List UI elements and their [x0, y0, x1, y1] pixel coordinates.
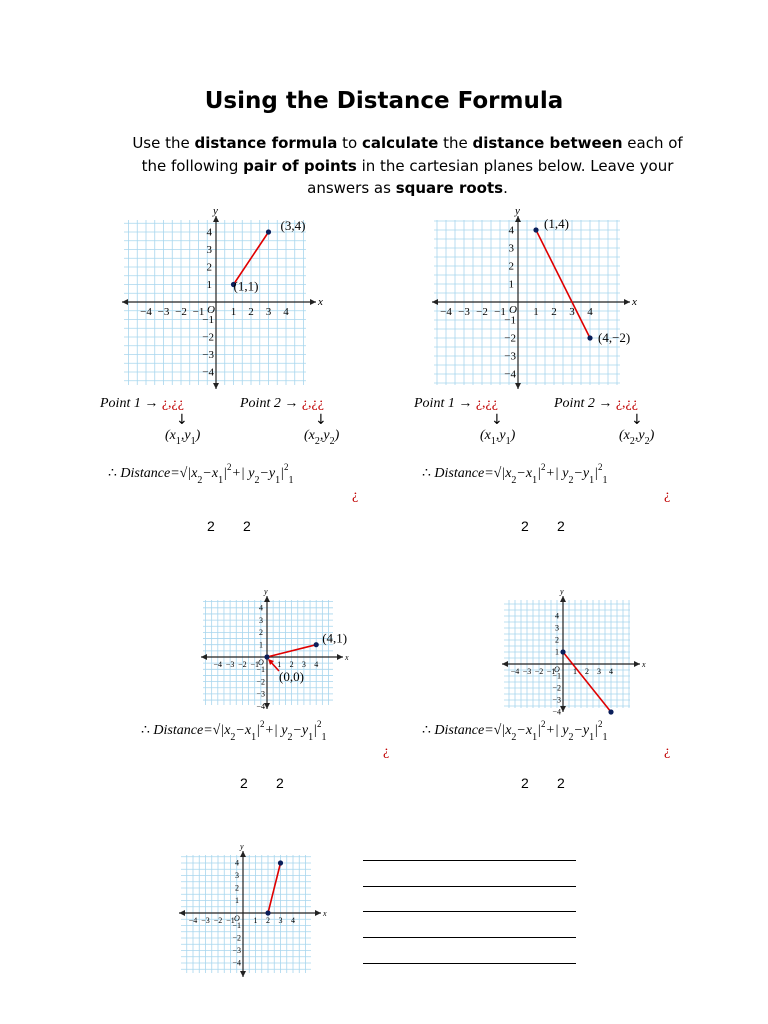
y-tick-label: −4	[504, 368, 516, 381]
x-axis-label: x	[345, 653, 349, 662]
x-tick-label: 4	[314, 660, 319, 669]
distance-formula: ∴ $Distance=√|x_2-x_1|^2+|$ $y_2-y_1|^2_1$	[422, 719, 608, 743]
pair-point1-a: $(x_1,y_1)$	[165, 428, 201, 447]
x-tick-label: −4	[140, 306, 152, 318]
y-tick-label: 4	[206, 226, 212, 239]
x-tick-label: 1	[253, 916, 258, 925]
point1-label-a: Point 1 → ¿,¿¿	[100, 396, 184, 411]
x-tick-label: 4	[291, 916, 295, 925]
x-tick-label: −2	[534, 667, 544, 676]
origin-label: O	[234, 914, 240, 923]
point-2	[587, 335, 592, 340]
down-arrow-icon: ↓	[315, 412, 327, 428]
down-arrow-icon: ↓	[491, 412, 503, 428]
placeholder-glyph: ¿	[664, 744, 671, 759]
y-tick-label: 4	[235, 858, 239, 868]
point-1	[264, 654, 269, 659]
y-tick-label: 4	[555, 611, 559, 621]
point-1	[533, 227, 538, 232]
y-tick-label: 4	[508, 224, 514, 237]
graph-5	[181, 842, 327, 975]
point-1-label: (1,1)	[233, 278, 259, 294]
x-tick-label: 2	[266, 916, 270, 925]
x-tick-label: 4	[587, 306, 593, 318]
graph-1	[124, 205, 324, 390]
y-tick-label: 2	[555, 635, 559, 645]
down-arrow-icon: ↓	[176, 412, 188, 428]
point-1-label: (1,4)	[544, 216, 569, 231]
placeholder-glyph: ¿	[664, 488, 671, 503]
y-tick-label: 3	[555, 623, 559, 633]
y-tick-label: −1	[202, 314, 214, 327]
y-tick-label: −4	[232, 958, 241, 968]
x-arrow-icon	[179, 910, 185, 916]
x-tick-label: −2	[476, 306, 488, 318]
exponent-text: 2	[243, 518, 251, 534]
x-arrow-icon	[432, 299, 438, 305]
x-arrow-icon	[310, 299, 316, 305]
x-tick-label: 3	[265, 306, 272, 318]
point-2	[266, 229, 271, 234]
x-tick-label: −3	[458, 306, 470, 318]
origin-label: O	[258, 658, 264, 667]
y-tick-label: −2	[256, 677, 265, 687]
answer-line[interactable]	[363, 937, 576, 938]
pair-point2-b: $(x_2,y_2)$	[619, 428, 655, 447]
answer-line[interactable]	[363, 911, 576, 912]
x-tick-label: −3	[522, 667, 532, 676]
x-tick-label: 1	[533, 306, 539, 318]
instructions: Use the distance formula to calculate the distance between each of the following pair of points in the cartesian planes below. Leave your answers as square roots.	[132, 134, 683, 197]
x-tick-label: −3	[157, 306, 170, 318]
y-axis-label: y	[240, 842, 244, 851]
x-tick-label: −1	[250, 660, 259, 669]
exponent-text: 2	[240, 775, 248, 791]
y-tick-label: −3	[202, 349, 214, 362]
down-arrow-icon: ↓	[631, 412, 643, 428]
y-tick-label: −4	[552, 707, 561, 717]
point2-label-a: Point 2 → ¿,¿¿	[240, 396, 324, 411]
distance-formula: ∴ $Distance=√|x_2-x_1|^2+|$ $y_2-y_1|^2_1$	[422, 462, 608, 486]
x-tick-label: 3	[569, 306, 575, 318]
x-tick-label: 2	[289, 660, 294, 669]
y-tick-label: 1	[259, 640, 263, 650]
x-tick-label: 1	[277, 660, 282, 669]
x-tick-label: −3	[201, 916, 210, 925]
pair-point2-a: $(x_2,y_2)$	[304, 428, 340, 447]
x-axis-label: x	[323, 909, 327, 918]
placeholder-glyph: ¿	[352, 488, 359, 503]
y-axis-label: y	[264, 587, 268, 596]
y-arrow-icon	[515, 383, 521, 389]
point-1	[560, 649, 565, 654]
origin-label: O	[509, 304, 517, 316]
y-tick-label: 2	[206, 261, 212, 274]
y-tick-label: −2	[552, 683, 561, 693]
x-axis-label: x	[642, 660, 646, 669]
grid	[181, 855, 311, 973]
x-tick-label: 3	[597, 667, 601, 676]
graph-4	[502, 587, 646, 717]
point2-label-b: Point 2 → ¿,¿¿	[554, 396, 638, 411]
y-tick-label: −1	[552, 671, 561, 681]
grid	[203, 600, 333, 705]
answer-line[interactable]	[363, 963, 576, 964]
y-tick-label: −3	[504, 350, 516, 363]
x-tick-label: −2	[213, 916, 223, 925]
exponent-text: 2	[521, 518, 529, 534]
x-tick-label: 3	[301, 660, 306, 669]
x-tick-label: −1	[226, 916, 235, 925]
point1-label-b: Point 1 → ¿,¿¿	[414, 396, 498, 411]
point-1	[265, 910, 270, 915]
y-tick-label: −4	[202, 366, 214, 379]
x-tick-label: 2	[248, 306, 254, 318]
x-tick-label: −1	[494, 306, 506, 318]
page-title: Using the Distance Formula	[204, 88, 564, 114]
y-axis-label: y	[213, 205, 218, 217]
x-axis-label: x	[632, 296, 637, 308]
distance-formula: ∴ $Distance=√|x_2-x_1|^2+|$ $y_2-y_1|^2_1$	[108, 462, 294, 486]
y-axis-label: y	[515, 205, 520, 217]
point-1-label: (0,0)	[279, 669, 304, 684]
distance-formula: ∴ $Distance=√|x_2-x_1|^2+|$ $y_2-y_1|^2_1$	[141, 719, 327, 743]
y-tick-label: −2	[202, 331, 214, 344]
x-tick-label: −4	[188, 916, 198, 925]
placeholder-glyph: ¿	[383, 744, 390, 759]
y-tick-label: 4	[259, 603, 263, 613]
y-tick-label: −1	[504, 314, 516, 327]
y-tick-label: 3	[508, 242, 514, 255]
x-tick-label: −1	[546, 667, 556, 676]
x-arrow-icon	[624, 299, 630, 305]
y-tick-label: 1	[235, 896, 239, 906]
y-tick-label: 2	[259, 628, 263, 638]
y-tick-label: −3	[256, 689, 265, 699]
y-tick-label: 3	[259, 615, 263, 625]
x-tick-label: 1	[573, 667, 577, 676]
y-tick-label: −2	[232, 933, 241, 943]
x-tick-label: −2	[238, 660, 247, 669]
y-arrow-icon	[240, 971, 246, 977]
x-tick-label: 4	[609, 667, 613, 676]
x-arrow-icon	[201, 654, 207, 660]
point-2-label: (3,4)	[280, 218, 306, 233]
x-tick-label: −4	[213, 660, 223, 669]
x-arrow-icon	[337, 654, 343, 660]
exponent-text: 2	[557, 775, 565, 791]
y-arrow-icon	[264, 596, 270, 602]
y-tick-label: 1	[508, 278, 514, 291]
pair-point1-b: $(x_1,y_1)$	[480, 428, 516, 447]
origin-label: O	[554, 665, 560, 674]
x-arrow-icon	[634, 661, 640, 667]
point-2	[608, 709, 613, 714]
x-tick-label: 4	[283, 306, 289, 318]
graph-2	[430, 205, 645, 390]
y-tick-label: −4	[256, 701, 265, 711]
x-tick-label: 2	[551, 306, 557, 318]
y-arrow-icon	[213, 383, 219, 389]
x-tick-label: −3	[225, 660, 235, 669]
y-tick-label: 1	[555, 647, 559, 657]
y-tick-label: −3	[232, 946, 241, 956]
y-tick-label: −3	[552, 695, 561, 705]
exponent-text: 2	[276, 775, 284, 791]
point-2-label: (4,1)	[322, 630, 348, 646]
x-arrow-icon	[502, 661, 508, 667]
x-tick-label: 1	[230, 306, 237, 318]
point-2-label: (4,−2)	[598, 330, 631, 345]
graph-3	[203, 587, 363, 715]
y-tick-label: −1	[232, 921, 241, 931]
point-2	[278, 860, 283, 865]
exponent-text: 2	[557, 518, 565, 534]
y-tick-label: 2	[508, 260, 514, 273]
x-tick-label: −4	[510, 667, 520, 676]
exponent-text: 2	[207, 518, 215, 534]
x-axis-label: x	[318, 296, 323, 308]
x-arrow-icon	[315, 910, 321, 916]
exponent-text: 2	[521, 775, 529, 791]
y-tick-label: 3	[235, 871, 239, 881]
point-2	[314, 642, 319, 647]
answer-line[interactable]	[363, 860, 576, 861]
y-arrow-icon	[560, 596, 566, 602]
y-axis-label: y	[560, 587, 564, 596]
x-tick-label: −1	[192, 306, 205, 318]
x-tick-label: −2	[175, 306, 187, 318]
y-tick-label: 1	[206, 279, 212, 292]
y-tick-label: −1	[256, 664, 265, 674]
y-tick-label: 3	[206, 244, 212, 257]
origin-label: O	[207, 304, 215, 316]
grid	[504, 600, 630, 708]
y-arrow-icon	[240, 851, 246, 857]
y-tick-label: 2	[235, 883, 239, 893]
x-tick-label: 3	[278, 916, 283, 925]
x-tick-label: −4	[440, 306, 452, 318]
y-tick-label: −2	[504, 332, 516, 345]
x-arrow-icon	[122, 299, 128, 305]
x-tick-label: 2	[585, 667, 589, 676]
answer-line[interactable]	[363, 886, 576, 887]
